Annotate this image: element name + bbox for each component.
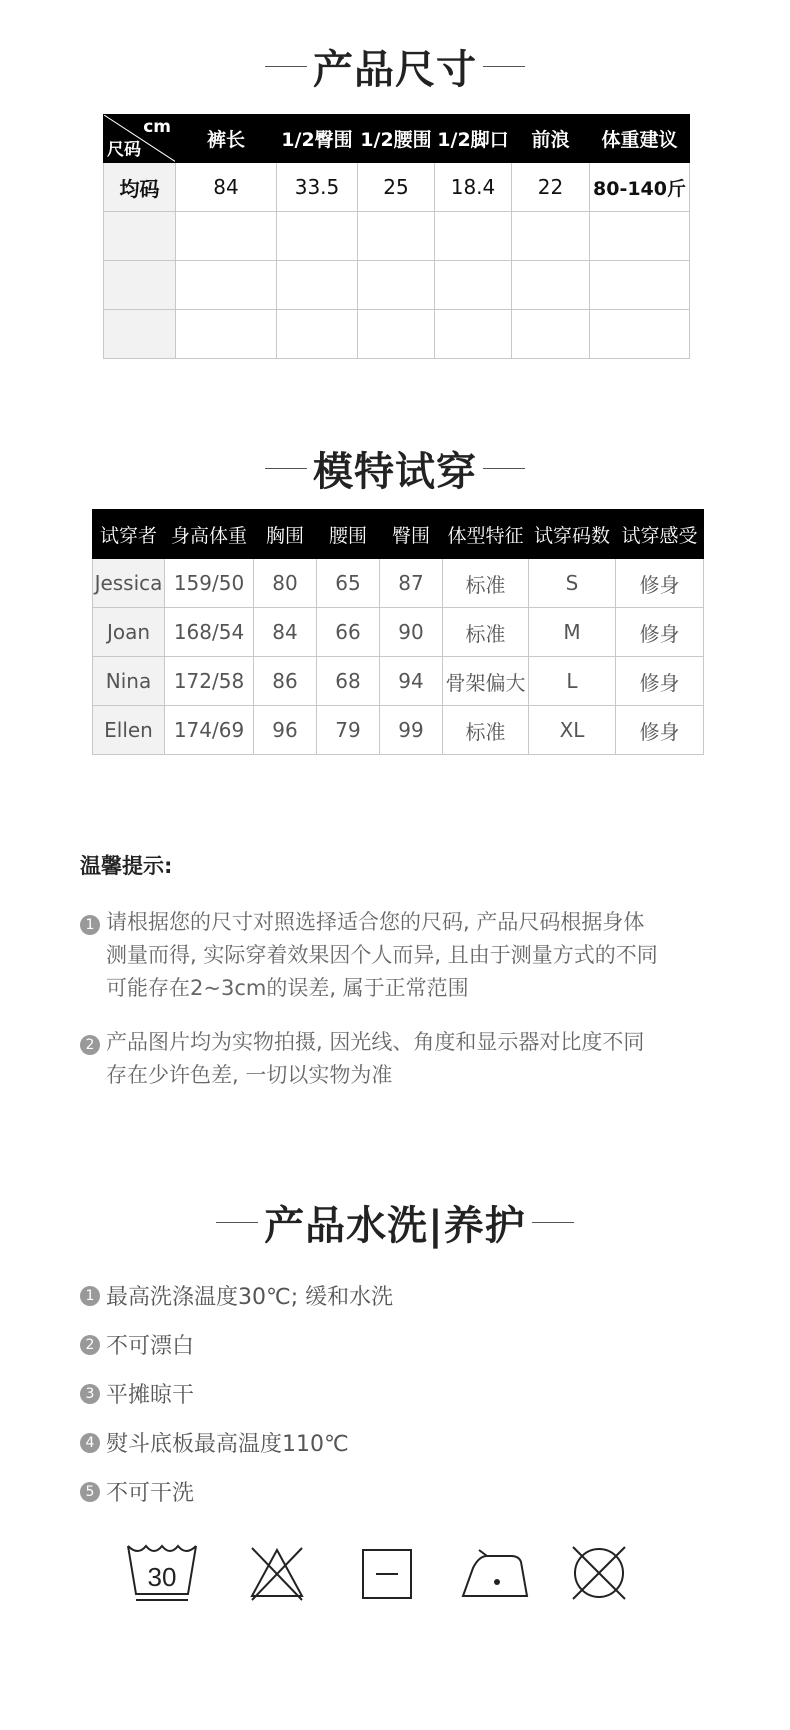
table-cell: 168/54	[165, 608, 254, 657]
care-number-badge: 1	[80, 1286, 100, 1306]
title-line-left	[265, 66, 307, 67]
tip-number	[80, 906, 106, 1005]
tip-text	[106, 906, 658, 1005]
care-number-badge: 4	[80, 1433, 100, 1453]
table-cell: 84	[176, 163, 277, 212]
size-corner-cell	[104, 115, 176, 163]
table-cell	[435, 261, 512, 310]
table-cell: 68	[317, 657, 380, 706]
care-text: 平摊晾干	[106, 1383, 195, 1408]
corner-size-label: 尺码	[107, 140, 141, 160]
table-cell: 66	[317, 608, 380, 657]
no-dry-clean-icon	[568, 1542, 630, 1608]
table-cell	[590, 212, 690, 261]
wash-30-icon	[124, 1542, 200, 1612]
dry-flat-icon	[360, 1542, 414, 1608]
no-bleach-icon	[246, 1542, 308, 1608]
table-row	[104, 261, 690, 310]
size-section-title	[0, 38, 790, 95]
table-cell: 标准	[443, 706, 529, 755]
table-cell: 标准	[443, 608, 529, 657]
table-cell: 86	[254, 657, 317, 706]
tip-number-badge: 1	[80, 915, 100, 935]
tip-number	[80, 1026, 106, 1092]
iron-low-icon	[459, 1542, 531, 1608]
model-header-cell: 体型特征	[443, 510, 529, 559]
table-cell	[358, 212, 435, 261]
table-cell: 18.4	[435, 163, 512, 212]
size-header-cell: 裤长	[176, 115, 277, 163]
tip-line: 请根据您的尺寸对照选择适合您的尺码, 产品尺码根据身体	[106, 910, 645, 934]
table-cell	[590, 261, 690, 310]
size-header-row	[104, 115, 690, 163]
table-cell	[512, 261, 590, 310]
model-header-cell: 腰围	[317, 510, 380, 559]
table-cell: 修身	[616, 608, 704, 657]
model-table	[92, 509, 704, 755]
table-cell	[358, 261, 435, 310]
care-item	[80, 1378, 194, 1409]
care-text: 不可干洗	[106, 1481, 195, 1506]
title-line-left	[216, 1222, 258, 1223]
table-cell: 骨架偏大	[443, 657, 529, 706]
care-item	[80, 1476, 194, 1507]
size-table	[103, 114, 690, 359]
model-header-row	[93, 510, 704, 559]
corner-unit: cm	[143, 117, 171, 137]
table-cell	[512, 212, 590, 261]
tip-line: 可能存在2~3cm的误差, 属于正常范围	[106, 976, 469, 1000]
table-cell: 159/50	[165, 559, 254, 608]
table-cell	[176, 261, 277, 310]
table-row	[93, 608, 704, 657]
table-cell	[358, 310, 435, 359]
table-cell: 84	[254, 608, 317, 657]
care-item	[80, 1280, 393, 1311]
table-cell	[176, 212, 277, 261]
tip-line: 存在少许色差, 一切以实物为准	[106, 1063, 393, 1087]
size-header-cell: 1/2脚口	[435, 115, 512, 163]
size-header-cell: 前浪	[512, 115, 590, 163]
model-name-cell: Jessica	[93, 559, 165, 608]
table-cell: S	[529, 559, 616, 608]
table-row	[104, 212, 690, 261]
tip-item	[80, 1026, 700, 1092]
table-cell: 修身	[616, 706, 704, 755]
table-cell: 96	[254, 706, 317, 755]
table-cell: 87	[380, 559, 443, 608]
model-name-cell: Joan	[93, 608, 165, 657]
table-cell: 22	[512, 163, 590, 212]
size-title-text: 产品尺寸	[313, 47, 477, 93]
size-header-cell: 体重建议	[590, 115, 690, 163]
table-row	[93, 706, 704, 755]
table-cell: 90	[380, 608, 443, 657]
care-title-text: 产品水洗|养护	[264, 1203, 526, 1249]
wash-temp-label: 30	[147, 1562, 177, 1592]
table-cell: 65	[317, 559, 380, 608]
title-line-right	[483, 468, 525, 469]
tip-item	[80, 906, 700, 1005]
size-header-cell: 1/2腰围	[358, 115, 435, 163]
table-cell	[104, 310, 176, 359]
table-row	[93, 559, 704, 608]
size-header-cell: 1/2臀围	[277, 115, 358, 163]
size-name-cell: 均码	[104, 163, 176, 212]
model-title-text: 模特试穿	[313, 449, 477, 495]
table-cell: 99	[380, 706, 443, 755]
care-text: 不可漂白	[106, 1334, 195, 1359]
table-cell: 修身	[616, 657, 704, 706]
table-row	[93, 657, 704, 706]
model-header-cell: 臀围	[380, 510, 443, 559]
table-cell	[277, 310, 358, 359]
care-item	[80, 1427, 349, 1458]
table-cell: 标准	[443, 559, 529, 608]
model-header-cell: 试穿者	[93, 510, 165, 559]
table-cell: 修身	[616, 559, 704, 608]
model-name-cell: Nina	[93, 657, 165, 706]
care-number-badge: 3	[80, 1384, 100, 1404]
table-cell: L	[529, 657, 616, 706]
table-cell	[104, 212, 176, 261]
table-cell	[104, 261, 176, 310]
model-header-cell: 胸围	[254, 510, 317, 559]
table-cell: 80	[254, 559, 317, 608]
table-cell	[277, 212, 358, 261]
table-cell	[435, 310, 512, 359]
care-text: 熨斗底板最高温度110℃	[106, 1432, 349, 1457]
tips-title: 温馨提示:	[80, 854, 173, 878]
care-number-badge: 2	[80, 1335, 100, 1355]
table-cell	[277, 261, 358, 310]
table-row	[104, 310, 690, 359]
tip-text	[106, 1026, 644, 1092]
table-cell	[176, 310, 277, 359]
table-cell: 33.5	[277, 163, 358, 212]
model-header-cell: 身高体重	[165, 510, 254, 559]
model-header-cell: 试穿码数	[529, 510, 616, 559]
table-cell: M	[529, 608, 616, 657]
table-row	[104, 163, 690, 212]
table-cell: 80-140斤	[590, 163, 690, 212]
table-cell: 25	[358, 163, 435, 212]
model-name-cell: Ellen	[93, 706, 165, 755]
table-cell: XL	[529, 706, 616, 755]
table-cell: 79	[317, 706, 380, 755]
tip-line: 测量而得, 实际穿着效果因个人而异, 且由于测量方式的不同	[106, 943, 658, 967]
tip-line: 产品图片均为实物拍摄, 因光线、角度和显示器对比度不同	[106, 1030, 645, 1054]
table-cell: 174/69	[165, 706, 254, 755]
table-cell	[435, 212, 512, 261]
table-cell	[512, 310, 590, 359]
table-cell: 172/58	[165, 657, 254, 706]
tip-number-badge: 2	[80, 1035, 100, 1055]
care-section-title	[0, 1194, 790, 1251]
title-line-right	[483, 66, 525, 67]
care-number-badge: 5	[80, 1482, 100, 1502]
care-item	[80, 1329, 194, 1360]
model-section-title	[0, 440, 790, 497]
title-line-left	[265, 468, 307, 469]
model-header-cell: 试穿感受	[616, 510, 704, 559]
title-line-right	[532, 1222, 574, 1223]
care-text: 最高洗涤温度30℃; 缓和水洗	[106, 1285, 394, 1310]
table-cell: 94	[380, 657, 443, 706]
table-cell	[590, 310, 690, 359]
